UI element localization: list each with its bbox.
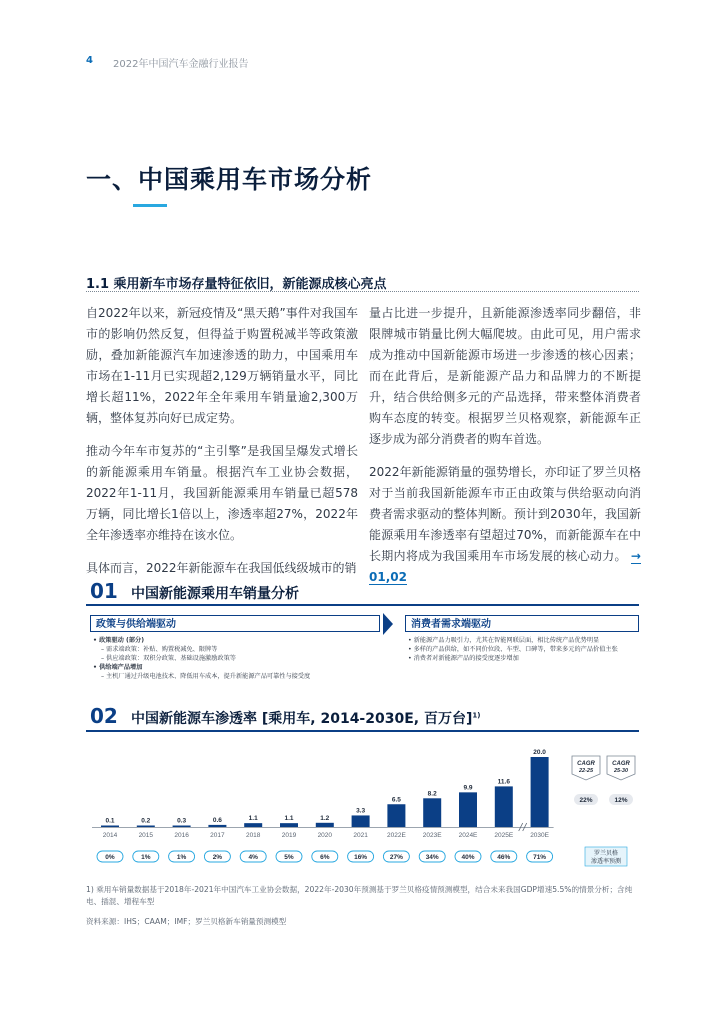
- chart-bar: [244, 823, 262, 827]
- policy-supply-list: [93, 636, 378, 681]
- chart-bar: [316, 823, 334, 827]
- category-label: 2030E: [530, 832, 549, 839]
- penetration-legend-label: 罗兰贝格: [593, 851, 619, 857]
- exhibit-1-rule: [86, 604, 639, 606]
- chart-bar: [173, 826, 191, 828]
- chart-bar: [101, 826, 119, 828]
- category-label: 2016: [174, 832, 189, 839]
- penetration-label: 1%: [176, 854, 187, 861]
- cagr-value: 22%: [579, 797, 593, 804]
- bar-value-label: 1.2: [320, 814, 330, 822]
- body-column-right: [369, 303, 641, 600]
- bar-value-label: 0.1: [105, 817, 115, 825]
- exhibit-2-footnote-marker: 1): [472, 711, 481, 720]
- category-label: 2021: [353, 832, 368, 839]
- chart-bar: [423, 798, 441, 827]
- bar-value-label: 0.3: [177, 817, 187, 825]
- chart-bar: [459, 792, 477, 827]
- bullet-item: – 需求端政策：补贴、购置税减免、限牌等: [101, 646, 218, 653]
- exhibit-2-title-text: 中国新能源车渗透率 [乘用车, 2014-2030E, 百万台]: [131, 711, 473, 727]
- chart-bar: [208, 825, 226, 827]
- chart-bar: [352, 815, 370, 827]
- bar-value-label: 11.6: [497, 778, 510, 786]
- paragraph: [369, 462, 641, 588]
- category-label: 2023E: [422, 832, 442, 839]
- bar-value-label: 3.3: [356, 807, 366, 815]
- paragraph: 具体而言，2022年新能源车在我国低线级城市的销: [86, 561, 357, 575]
- cagr-label: CAGR: [612, 761, 630, 767]
- bar-value-label: 6.5: [391, 796, 401, 804]
- chart-bar: [387, 804, 405, 827]
- chart-bar: [495, 786, 513, 827]
- cagr-period: 25-30: [613, 768, 629, 774]
- penetration-label: 27%: [389, 854, 403, 861]
- category-label: 2019: [281, 832, 297, 839]
- bar-value-label: 0.2: [141, 817, 151, 825]
- category-label: 2025E: [494, 832, 514, 839]
- penetration-bar-chart: [86, 730, 646, 880]
- running-title: 2022年中国汽车金融行业报告: [113, 59, 249, 70]
- bar-value-label: 20.0: [533, 749, 546, 756]
- category-label: 2018: [245, 832, 261, 839]
- source-note: 资料来源：IHS；CAAM；IMF；罗兰贝格新车销量预测模型: [86, 917, 287, 926]
- bullet-item: – 供应端政策：双积分政策、基础设施激励政策等: [101, 655, 236, 662]
- section-title: 1.1 乘用新车市场存量特征依旧，新能源成核心亮点: [86, 277, 387, 292]
- penetration-label: 1%: [141, 854, 151, 861]
- category-label: 2020: [317, 832, 333, 839]
- footnote: 1) 乘用车销量数据基于2018年-2021年中国汽车工业协会数据，2022年-2030年预测基于罗兰贝格疫情预测模型，结合未来我国GDP增速5.5%的情景分析；含纯电、插混、增程车型: [86, 885, 633, 906]
- penetration-label: 2%: [212, 854, 223, 861]
- policy-supply-header: 政策与供给端驱动: [90, 615, 380, 632]
- chart-bar: [137, 826, 155, 828]
- consumer-demand-list: [408, 636, 638, 663]
- penetration-legend-label: 渗透率预测: [590, 859, 622, 865]
- bullet-item: • 多样的产品供给，如不同价位段、车型、口碑等，带来多元的产品价值主张: [408, 646, 618, 653]
- cagr-label: CAGR: [577, 761, 595, 767]
- exhibit-1-number: 01: [90, 579, 118, 603]
- cagr-period: 22-25: [578, 768, 594, 774]
- exhibit-reference-link[interactable]: → 01,02: [369, 549, 641, 584]
- bullet-item: • 消费者对新能源产品的接受度逐步增加: [408, 655, 519, 662]
- penetration-label: 71%: [533, 854, 547, 861]
- exhibit-2-number: 02: [90, 704, 118, 728]
- bullet-item: • 新能源产品力吸引力，尤其在智能网联层面，相比传统产品优势明显: [408, 637, 600, 644]
- axis-break-mark: [519, 823, 523, 831]
- section-divider: [86, 291, 639, 292]
- penetration-label: 16%: [354, 854, 368, 861]
- bar-value-label: 0.6: [212, 816, 222, 824]
- paragraph-text: 2022年新能源销量的强势增长，亦印证了罗兰贝格对于当前我国新能源车市正由政策与供给驱动向消费者需求驱动的整体判断。预计到2030年，我国新能源乘用车渗透率有望超过70%，而新能源车在中长期内将成为我国乘用车市场发展的核心动力。: [369, 465, 641, 563]
- penetration-label: 6%: [320, 854, 330, 861]
- paragraph: 推动今年车市复苏的“主引擎”是我国呈爆发式增长的新能源乘用车销量。根据汽车工业协会数据，2022年1-11月，我国新能源乘用车销量已超578万辆，同比增长1倍以上，渗透率超27%，2022年全年渗透率亦维持在该水位。: [86, 444, 358, 542]
- axis-break-mark: [523, 823, 527, 831]
- bullet-item: • 政策驱动 (部分): [93, 637, 145, 644]
- category-label: 2017: [210, 832, 225, 839]
- penetration-label: 5%: [284, 854, 294, 861]
- category-label: 2014: [102, 832, 118, 839]
- category-label: 2022E: [387, 832, 406, 839]
- bar-value-label: 1.1: [284, 815, 294, 823]
- body-column-left: [86, 303, 358, 591]
- penetration-label: 0%: [105, 854, 115, 861]
- penetration-label: 40%: [461, 854, 475, 861]
- page-number: 4: [86, 55, 93, 66]
- cagr-value: 12%: [614, 797, 628, 804]
- category-label: 2015: [138, 832, 154, 839]
- category-label: 2024E: [458, 832, 478, 839]
- chart-bar: [280, 823, 298, 827]
- bullet-item: – 主机厂通过升级电池技术、降低用车成本，提升新能源产品可靠性与接受度: [101, 673, 311, 680]
- bar-value-label: 9.9: [463, 784, 473, 792]
- exhibit-2-title: [131, 708, 480, 728]
- penetration-label: 46%: [497, 854, 511, 861]
- bar-value-label: 1.1: [248, 815, 258, 823]
- chapter-title: 一、中国乘用车市场分析: [86, 165, 373, 194]
- arrow-right-icon: [383, 613, 393, 635]
- penetration-label: 34%: [425, 854, 439, 861]
- bullet-item: • 供给端产品增加: [93, 664, 143, 671]
- consumer-demand-header: 消费者需求端驱动: [405, 615, 639, 632]
- exhibit-1-title: 中国新能源乘用车销量分析: [131, 586, 299, 602]
- chart-bar: [531, 757, 549, 827]
- penetration-label: 4%: [248, 854, 258, 861]
- paragraph: 自2022年以来，新冠疫情及“黑天鹅”事件对我国车市的影响仍然反复，但得益于购置税减半等政策激励，叠加新能源汽车加速渗透的助力，中国乘用车市场在1-11月已实现超2,129万辆销量水平，同比增长超11%，2022年全年乘用车销量逾2,300万辆，整体复苏向好已成定势。: [86, 306, 358, 425]
- bar-value-label: 8.2: [427, 790, 437, 798]
- paragraph: 量占比进一步提升，且新能源渗透率同步翻倍，非限牌城市销量比例大幅爬坡。由此可见，用户需求成为推动中国新能源市场进一步渗透的核心因素；而在此背后，是新能源产品力和品牌力的不断提升，结合供给侧多元的产品选择，带来整体消费者购车态度的转变。根据罗兰贝格观察，新能源车正逐步成为部分消费者的购车首选。: [369, 306, 641, 446]
- chapter-title-underline: [133, 204, 167, 207]
